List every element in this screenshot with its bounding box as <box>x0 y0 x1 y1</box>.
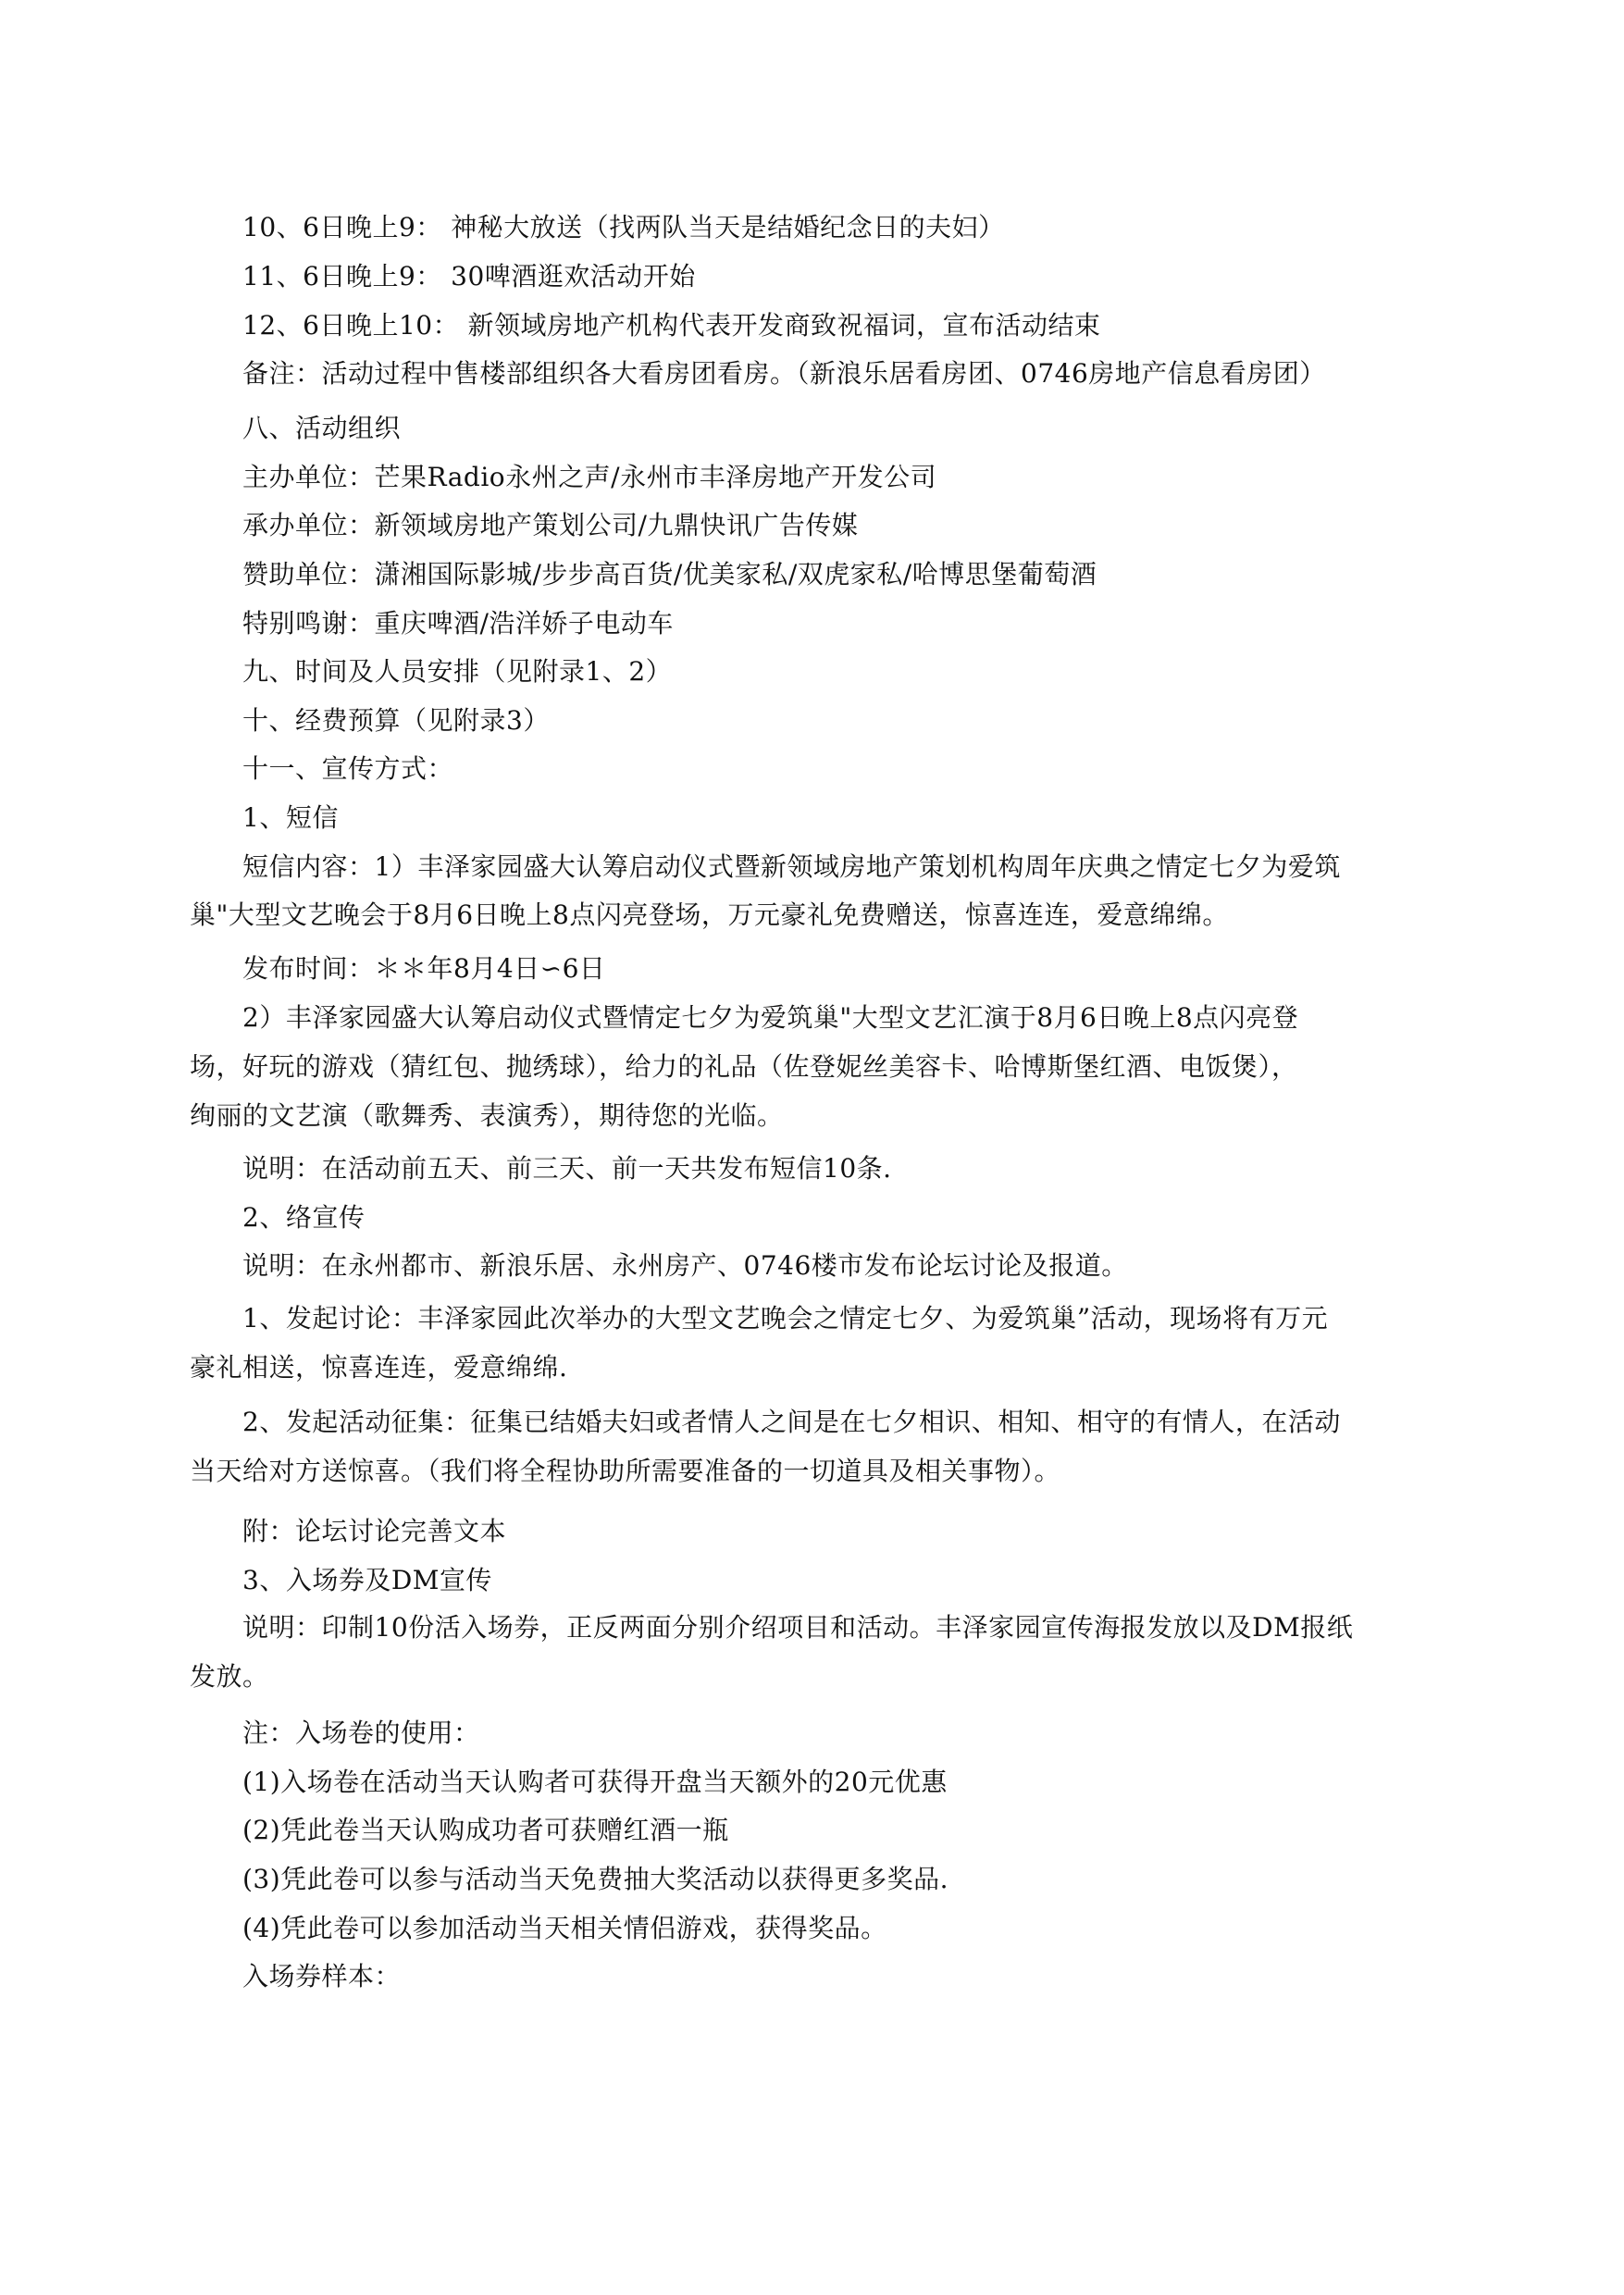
text-line: 豪礼相送，惊喜连连，爱意绵绵. <box>190 1352 568 1383</box>
text-line: 2、发起活动征集：征集已结婚夫妇或者情人之间是在七夕相识、相知、相守的有情人，在活动 <box>242 1407 1341 1437</box>
list-item: (1)入场卷在活动当天认购者可获得开盘当天额外的20元优惠 <box>242 1767 948 1797</box>
text-line: 特别鸣谢：重庆啤酒/浩洋娇子电动车 <box>242 608 674 639</box>
section-heading: 八、活动组织 <box>242 413 402 443</box>
text-line: 入场券样本： <box>242 1961 402 1991</box>
text-line: 说明：在永州都市、新浪乐居、永州房产、0746楼市发布论坛讨论及报道。 <box>242 1250 1128 1281</box>
text-line: 发布时间：＊＊年8月4日∽6日 <box>242 953 606 984</box>
text-line: 承办单位：新领域房地产策划公司/九鼎快讯广告传媒 <box>242 510 859 540</box>
text-line: 场，好玩的游戏（猜红包、抛绣球），给力的礼品（佐登妮丝美容卡、哈博斯堡红酒、电饭煲）， <box>190 1051 1298 1082</box>
list-item: (3)凭此卷可以参与活动当天免费抽大奖活动以获得更多奖品. <box>242 1864 949 1894</box>
text-line: 赞助单位：潇湘国际影城/步步高百货/优美家私/双虎家私/哈博思堡葡萄酒 <box>242 559 1097 589</box>
text-line: 当天给对方送惊喜。（我们将全程协助所需要准备的一切道具及相关事物）。 <box>190 1456 1061 1486</box>
text-line: 1、发起讨论：丰泽家园此次举办的大型文艺晚会之情定七夕、为爱筑巢”活动，现场将有万元 <box>242 1303 1329 1334</box>
text-line: 发放。 <box>190 1661 269 1692</box>
text-line: 2）丰泽家园盛大认筹启动仪式暨情定七夕为爱筑巢"大型文艺汇演于8月6日晚上8点闪亮登 <box>242 1002 1299 1033</box>
text-line: 10、6日晚上9： 神秘大放送（找两队当天是结婚纪念日的夫妇） <box>242 212 1005 242</box>
section-heading: 十一、宣传方式： <box>242 753 454 784</box>
text-line: 附：论坛讨论完善文本 <box>242 1516 507 1546</box>
text-line: 巢"大型文艺晚会于8月6日晚上8点闪亮登场，万元豪礼免费赠送，惊喜连连，爱意绵绵。 <box>190 899 1229 930</box>
text-line: 主办单位：芒果Radio永州之声/永州市丰泽房地产开发公司 <box>242 462 937 492</box>
text-line: 说明：印制10份活入场券，正反两面分别介绍项目和活动。丰泽家园宣传海报发放以及DM报纸 <box>242 1612 1354 1643</box>
subsection-heading: 3、入场券及DM宣传 <box>242 1565 492 1595</box>
subsection-heading: 1、短信 <box>242 802 339 833</box>
text-line: 注：入场卷的使用： <box>242 1718 480 1748</box>
subsection-heading: 2、络宣传 <box>242 1202 366 1233</box>
list-item: (2)凭此卷当天认购成功者可获赠红酒一瓶 <box>242 1815 729 1845</box>
text-line: 短信内容：1）丰泽家园盛大认筹启动仪式暨新领域房地产策划机构周年庆典之情定七夕为爱筑 <box>242 851 1341 882</box>
section-heading: 九、时间及人员安排（见附录1、2） <box>242 656 673 687</box>
text-line: 11、6日晚上9： 30啤酒逛欢活动开始 <box>242 261 696 292</box>
text-line: 备注：活动过程中售楼部组织各大看房团看房。（新浪乐居看房团、0746房地产信息看房团） <box>242 358 1326 389</box>
list-item: (4)凭此卷可以参加活动当天相关情侣游戏，获得奖品。 <box>242 1913 887 1943</box>
text-line: 绚丽的文艺演（歌舞秀、表演秀），期待您的光临。 <box>190 1100 784 1131</box>
text-line: 12、6日晚上10： 新领域房地产机构代表开发商致祝福词，宣布活动结束 <box>242 310 1101 341</box>
text-line: 说明：在活动前五天、前三天、前一天共发布短信10条. <box>242 1153 892 1184</box>
section-heading: 十、经费预算（见附录3） <box>242 705 550 736</box>
